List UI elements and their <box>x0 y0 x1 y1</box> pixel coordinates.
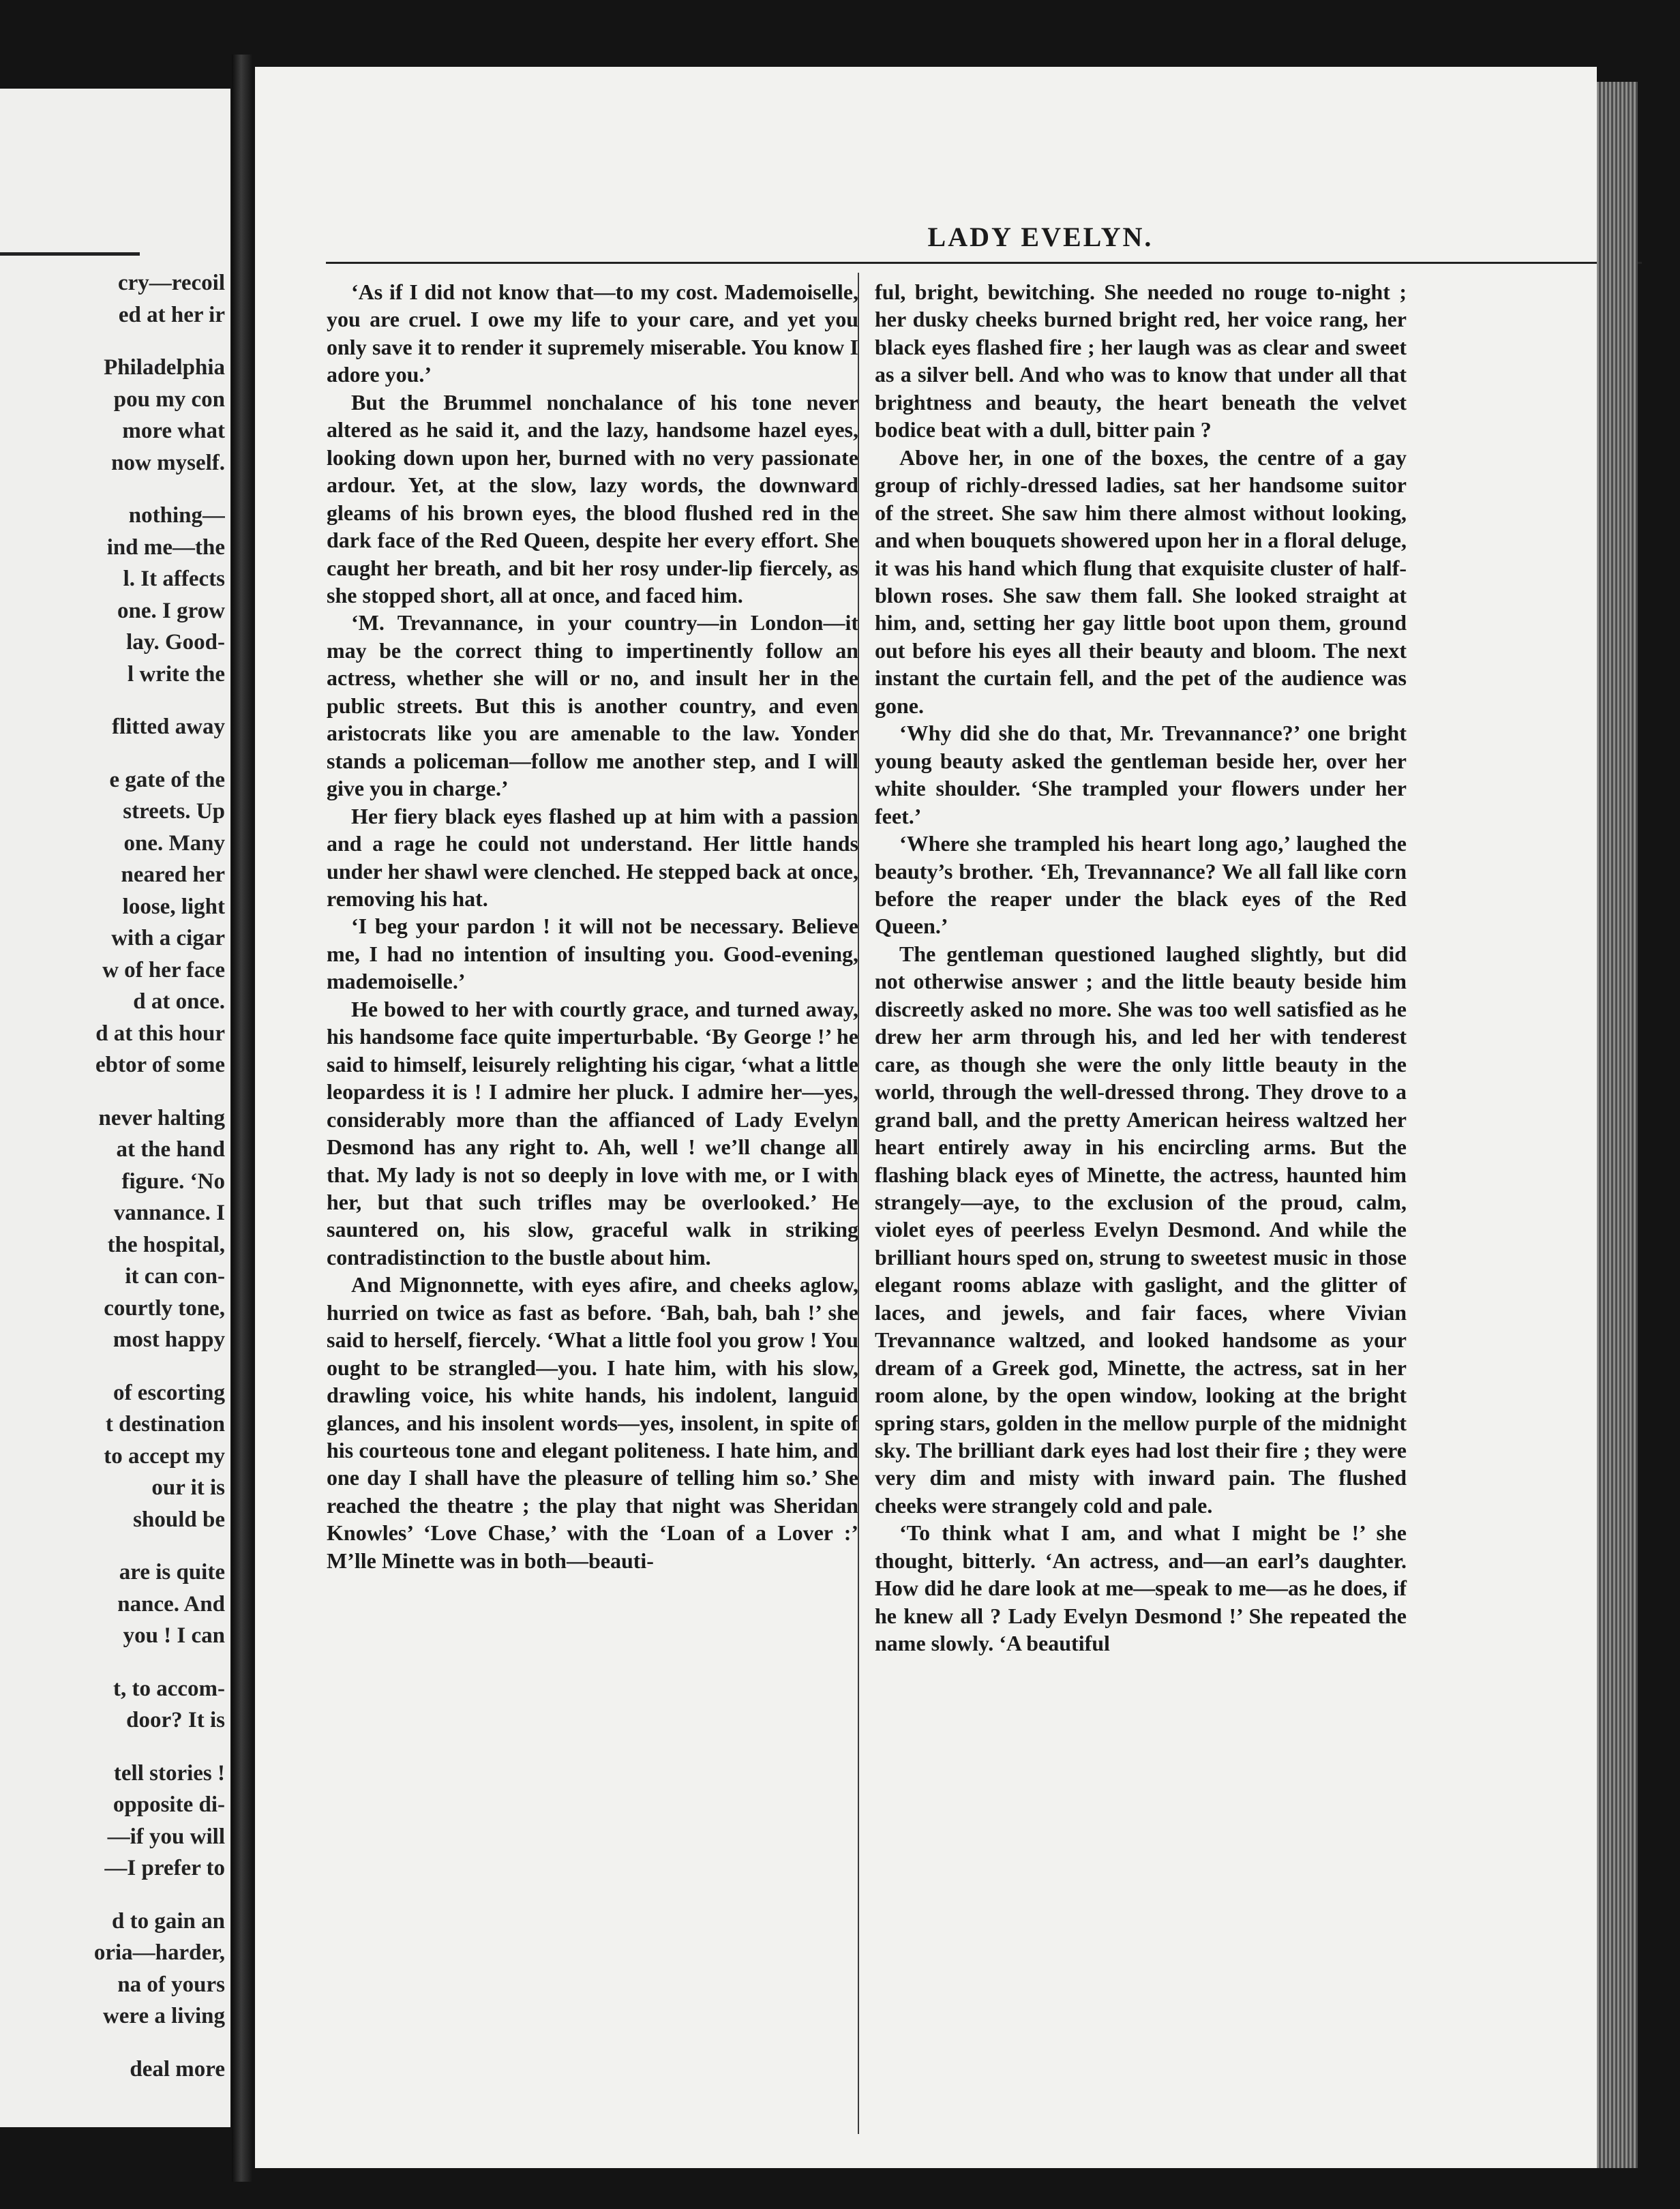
left-page-line: pou my con <box>113 387 225 412</box>
left-page-line: our it is <box>151 1475 225 1500</box>
left-page-line: —I prefer to <box>104 1856 225 1880</box>
left-page-line: flitted away <box>112 715 225 739</box>
left-page-line: should be <box>133 1507 225 1532</box>
left-page-line: loose, light <box>122 894 225 919</box>
paragraph: ‘M. Trevannance, in your country—in London—it may be the correct thing to impertinently follow an actress, whether she will or no, and insult her in the public streets. But this is another country, and even aristocrats like you are amenable to the law. Yonder stands a policeman—follow me another step, and I will give you in charge.’ <box>327 610 858 801</box>
left-page-line: l write the <box>127 661 225 687</box>
left-page-line: one. Many <box>123 830 225 856</box>
left-page-gap <box>0 331 225 352</box>
book-spine <box>232 55 252 2182</box>
left-page-gap <box>0 1884 225 1906</box>
left-page-line: —if you will <box>107 1824 225 1849</box>
page-edges <box>1597 82 1638 2168</box>
paragraph: The gentleman questioned laughed slightly, but did not otherwise answer ; and the little beauty beside him discreetly asked no more. She was too well satisfied as he drew her arm through his, and led her with tenderest care, as though she were the only little beauty in the world, through the well-dressed throng. They drove to a grand ball, and the pretty American heiress waltzed her heart entirely away in his encircling arms. But the flashing black eyes of Minette, the actress, haunted him strangely—aye, to the exclusion of the proud, calm, violet eyes of peerless Evelyn Desmond. And while the brilliant hours sped on, strung to sweetest music in those elegant rooms ablaze with gaslight, and the glitter of laces, and jewels, and fair faces, where Vivian Trevannance waltzed, and looked handsome as your dream of a Greek god, Minette, the actress, sat in her room alone, by the open window, looking at the bright spring stars, golden in the mellow purple of the midnight sky. The brilliant dark eyes had lost their fire ; they were very dim and misty with inward pain. The flushed cheeks were strangely cold and pale. <box>875 941 1407 1518</box>
paragraph: But the Brummel nonchalance of his tone never altered as he said it, and the lazy, handsome hazel eyes, looking down upon her, burned with no very passionate ardour. Yet, at the slow, lazy words, the downward gleams of his brown eyes, the blood flushed red in the dark face of the Red Queen, despite her every effort. She caught her breath, and bit her rosy under-lip fiercely, as she stopped short, all at once, and faced him. <box>327 389 858 607</box>
paragraph: ‘As if I did not know that—to my cost. Mademoiselle, you are cruel. I owe my life to your care, and yet you only save it to render it supremely miserable. You know I adore you.’ <box>327 280 858 387</box>
left-page-gap <box>0 479 225 500</box>
left-page-line: figure. ‘No <box>121 1169 225 1194</box>
paragraph: ‘Where she trampled his heart long ago,’ laughed the beauty’s brother. ‘Eh, Trevannance? We all fall like corn before the reaper under the black eyes of the Red Queen.’ <box>875 831 1407 939</box>
left-page-line: one. I grow <box>117 598 225 623</box>
left-page-line: w of her face <box>102 957 225 982</box>
left-page-fragment <box>0 89 230 2127</box>
left-page-gap <box>0 1081 225 1102</box>
left-page-line: now myself. <box>111 450 225 475</box>
left-page-gap <box>0 690 225 711</box>
left-page-line: the hospital, <box>107 1232 225 1257</box>
left-page-line: deal more <box>130 2056 225 2082</box>
left-page-line: l. It affects <box>123 567 225 591</box>
left-page-line: door? It is <box>126 1708 225 1732</box>
left-page-line: at the hand <box>116 1137 225 1162</box>
left-page-line: ebtor of some <box>95 1053 225 1077</box>
left-page-line: na of yours <box>117 1972 225 1997</box>
paragraph: Above her, in one of the boxes, the centre of a gay group of richly-dressed ladies, sat her handsome suitor of the street. She saw him there almost without looking, and when bouquets showered upon her in a floral deluge, it was his hand which flung that exquisite cluster of half-blown roses. She saw them fall. She looked straight at him, and, setting her gay little boot upon them, ground out before his eyes all their beauty and bloom. The next instant the curtain fell, and the pet of the audience was gone. <box>875 445 1407 718</box>
left-page-line: courtly tone, <box>104 1295 225 1321</box>
left-page-gap <box>0 2032 225 2054</box>
left-page-line: d at once. <box>133 989 225 1014</box>
paragraph: ‘Why did she do that, Mr. Trevannance?’ one bright young beauty asked the gentleman beside her, over her white shoulder. ‘She trampled your flowers under her feet.’ <box>875 721 1407 828</box>
paragraph: He bowed to her with courtly grace, and turned away, his handsome face quite imperturbable. ‘By George !’ he said to himself, leisurely relighting his cigar, ‘what a little leopardess it is ! I admire her pluck. I admire her—yes, considerably more than the affianced of Lady Evelyn Desmond has any right to. Ah, well ! we’ll change all that. My lady is not so deeply in love with me, or I with her, but that such trifles may be overlooked.’ He sauntered on, his slow, graceful walk in striking contradistinction to the bustle about him. <box>327 996 858 1269</box>
left-page-line: vannance. I <box>113 1201 225 1225</box>
column-divider <box>858 273 859 2134</box>
left-page-line: t destination <box>105 1412 225 1437</box>
left-page-lines <box>0 267 225 2085</box>
left-page-gap <box>0 1356 225 1377</box>
left-page-line: to accept my <box>104 1443 225 1469</box>
left-page-line: ed at her ir <box>118 302 225 327</box>
left-page-line: were a living <box>102 2004 225 2028</box>
left-page-line: opposite di- <box>112 1792 225 1817</box>
left-page-line: ind me—the <box>106 535 225 560</box>
text-column-right <box>875 278 1407 1657</box>
left-page-line: cry—recoil <box>118 271 225 295</box>
left-page-line: nance. And <box>117 1591 225 1617</box>
left-page-line: are is quite <box>119 1560 225 1584</box>
paragraph: ‘To think what I am, and what I might be !’ she thought, bitterly. ‘An actress, and—an earl’s daughter. How did he dare look at me—speak to me—as he does, if he knew all ? Lady Evelyn Desmond !’ She repeated the name slowly. ‘A beautiful <box>875 1520 1407 1656</box>
paragraph: Her fiery black eyes flashed up at him with a passion and a rage he could not understand. Her little hands under her shawl were clenched. He stepped back at once, removing his hat. <box>327 803 858 911</box>
left-page-line: with a cigar <box>111 926 225 950</box>
left-page-line: tell stories ! <box>113 1760 225 1786</box>
left-page-line: streets. Up <box>123 799 225 824</box>
text-column-left <box>327 278 858 1574</box>
left-page-line: more what <box>122 419 225 443</box>
left-page-line: never halting <box>98 1105 225 1130</box>
paragraph: ‘I beg your pardon ! it will not be necessary. Believe me, I had no intention of insulting you. Good-evening, mademoiselle.’ <box>327 914 858 994</box>
left-page-line: most happy <box>112 1327 225 1352</box>
left-page-line: neared her <box>121 862 225 887</box>
left-page-line: Philadelphia <box>104 355 225 380</box>
left-page-header-rule <box>0 252 140 256</box>
left-page-line: t, to accom- <box>112 1676 225 1701</box>
left-page-line: it can con- <box>125 1264 225 1289</box>
paragraph: And Mignonnette, with eyes afire, and cheeks aglow, hurried on twice as fast as before. ‘Bah, bah, bah !’ she said to herself, fiercely. ‘What a little fool you grow ! You ought to be strangled—you. I hate him, with his slow, drawling voice, his white hands, his indolent, languid glances, and his insolent words—yes, insolent, in spite of his courteous tone and elegant politeness. I hate him, and one day I shall have the pleasure of telling him so.’ She reached the theatre ; the play that night was Sheridan Knowles’ ‘Love Chase,’ with the ‘Loan of a Lover :’ M’lle Minette was in both—beauti- <box>327 1272 858 1573</box>
running-head: LADY EVELYN. <box>927 222 1154 252</box>
left-page-line: of escorting <box>112 1380 225 1405</box>
left-page-line: d at this hour <box>95 1021 225 1046</box>
paragraph: ful, bright, bewitching. She needed no rouge to-night ; her dusky cheeks burned bright red, her voice rang, her black eyes flashed fire ; her laugh was as clear and sweet as a silver bell. And who was to know that under all that brightness and beauty, the heart beneath the velvet bodice beat with a dull, bitter pain ? <box>875 280 1407 442</box>
left-page-line: you ! I can <box>123 1623 225 1648</box>
left-page-gap <box>0 1535 225 1557</box>
left-page-line: lay. Good- <box>126 630 225 655</box>
left-page-gap <box>0 1737 225 1758</box>
left-page-gap <box>0 1652 225 1673</box>
left-page-gap <box>0 743 225 764</box>
left-page-line: nothing— <box>128 503 225 528</box>
left-page-line: d to gain an <box>112 1908 225 1934</box>
page-header <box>326 221 1642 262</box>
left-page-line: oria—harder, <box>93 1940 225 1965</box>
header-rule <box>326 262 1642 264</box>
left-page-line: e gate of the <box>109 767 225 792</box>
page <box>255 67 1597 2168</box>
